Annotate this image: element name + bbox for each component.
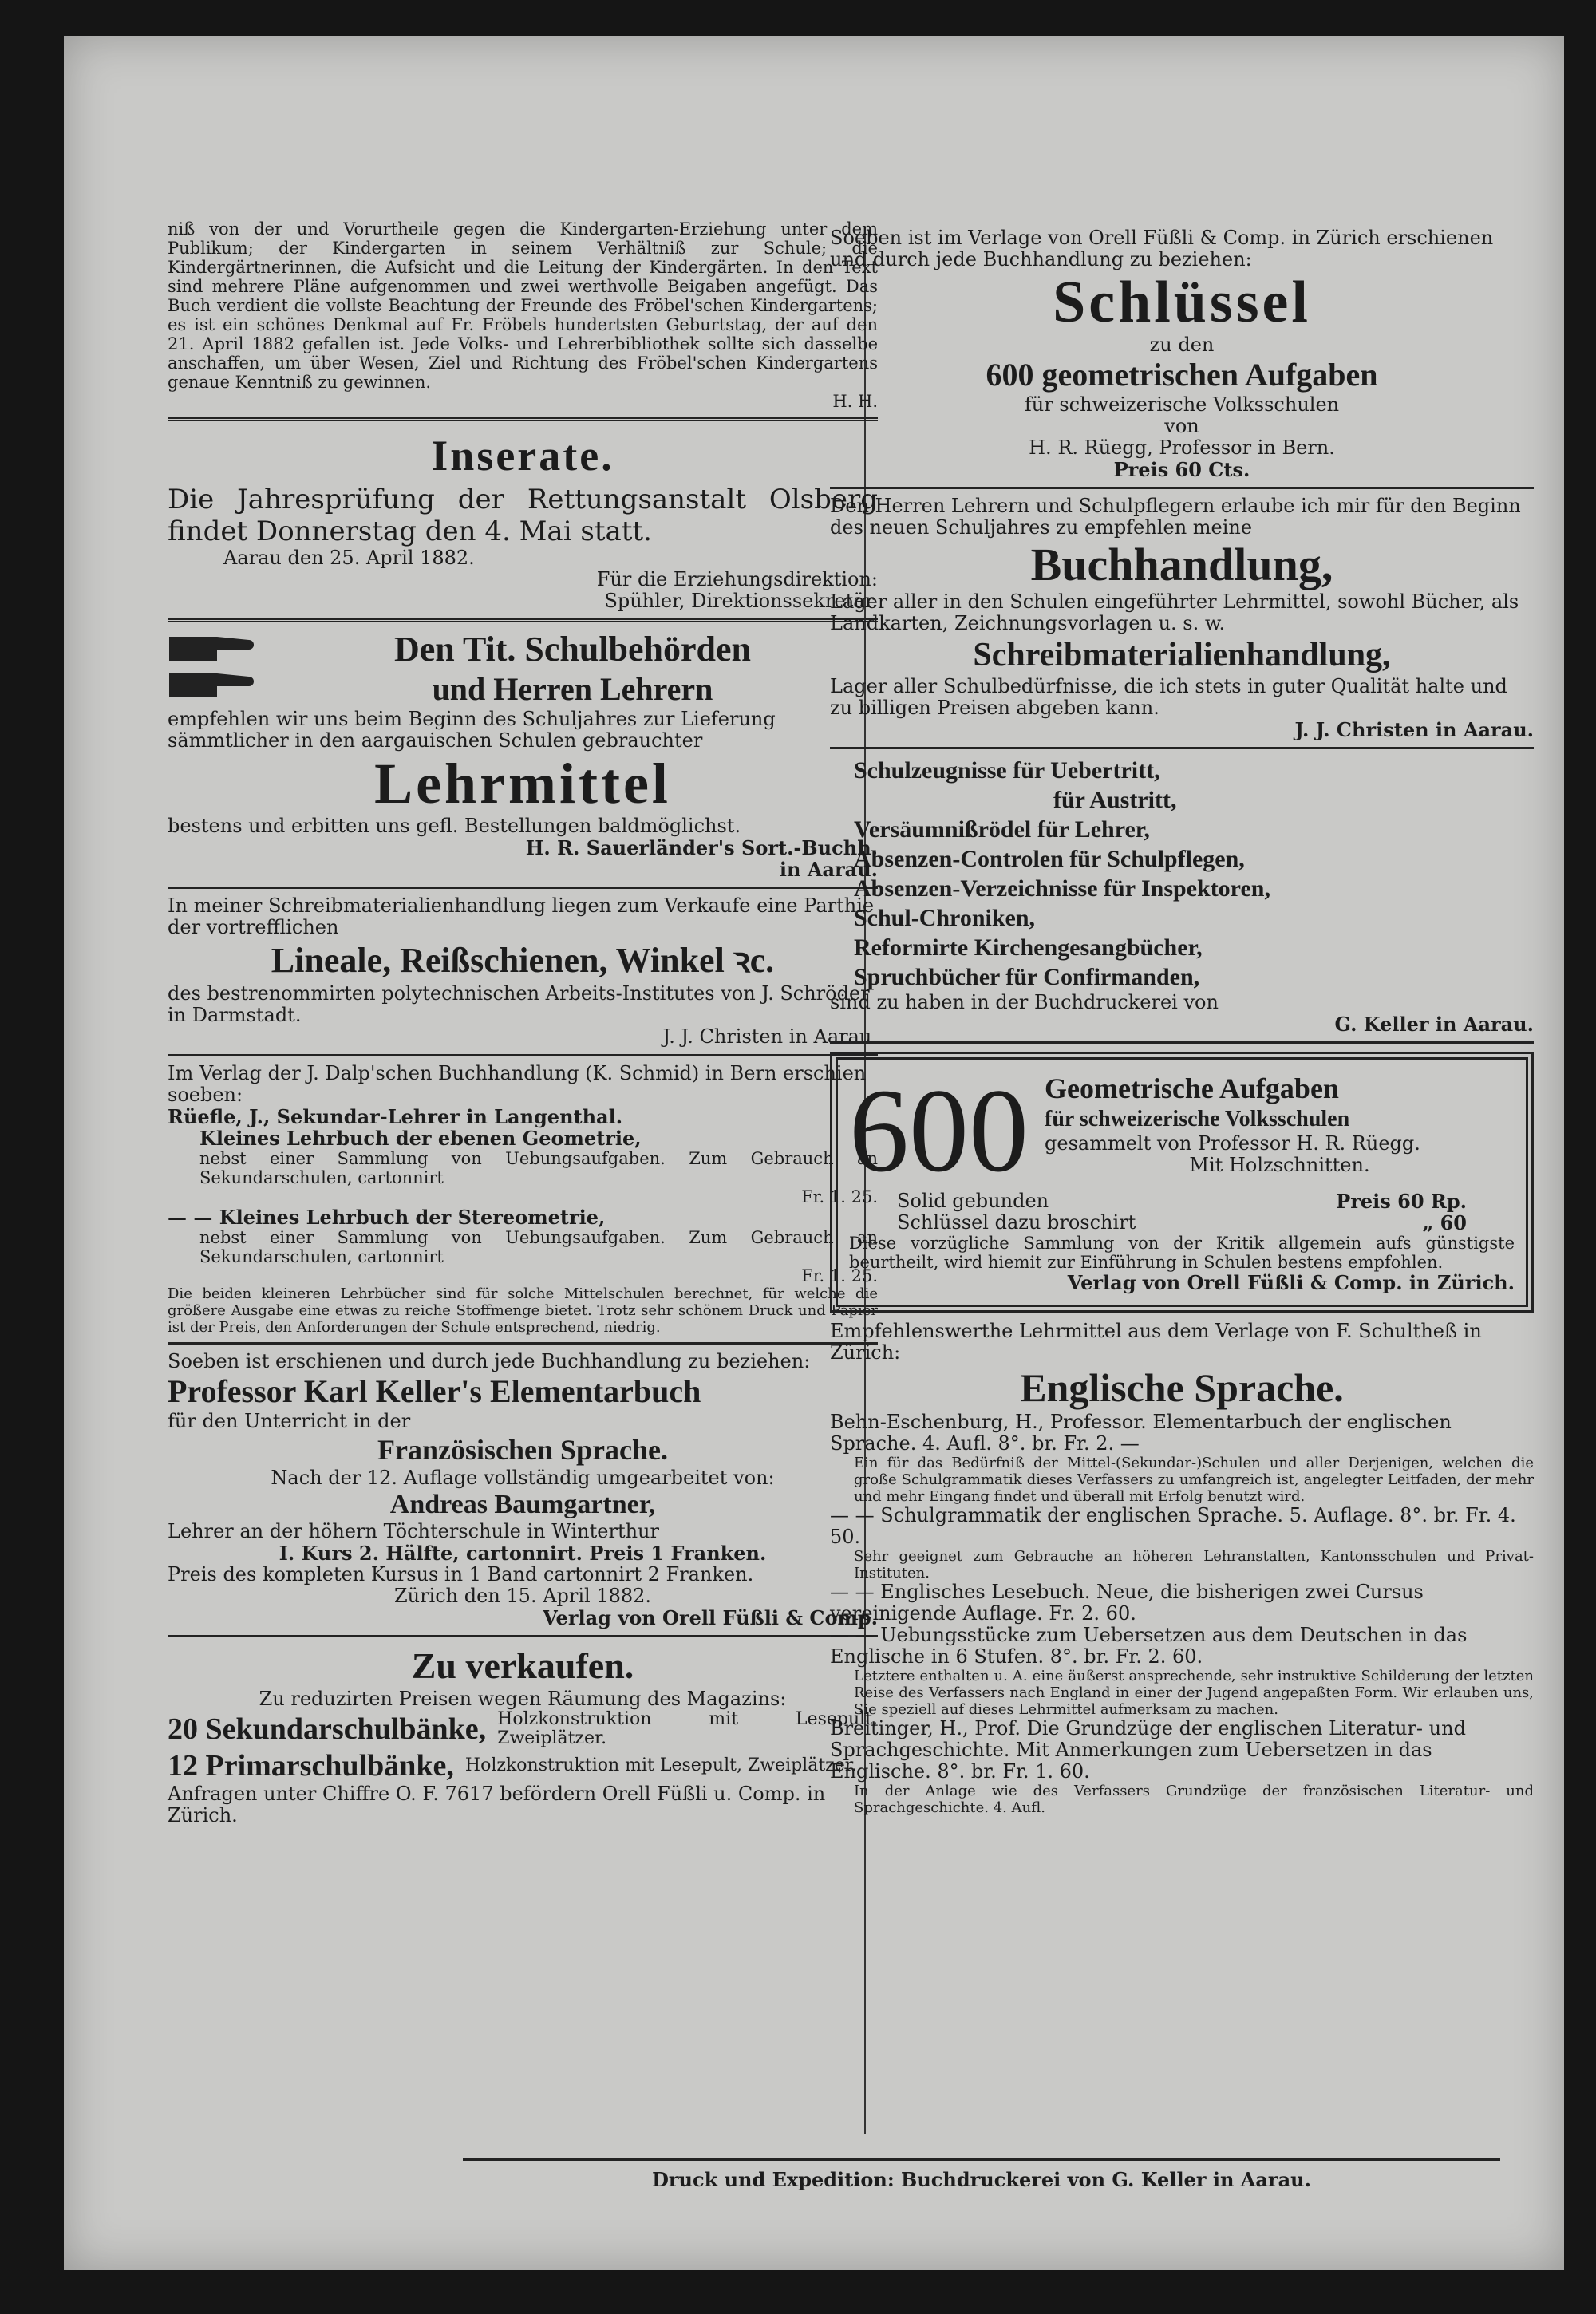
ad-keller-place: Zürich den 15. April 1882.	[393, 1585, 652, 1607]
ad-600-price-2-value: „ 60	[1422, 1211, 1467, 1234]
ad-sauerlaender-heading-2: und Herren Lehrern	[432, 671, 713, 707]
ad-600-sub: für schweizerische Volksschulen	[1045, 1107, 1350, 1131]
ad-schulthess-book-3: — — Englisches Lesebuch. Neue, die bisherigen zwei Cursus vereinigende Auflage. Fr. 2. 60.	[830, 1581, 1424, 1625]
ad-dalp-book-2-price: Fr. 1. 25.	[801, 1266, 878, 1285]
ad-keller-role: Lehrer an der höhern Töchterschule in Winterthur	[168, 1520, 659, 1542]
ad-dalp-book-2-desc: nebst einer Sammlung von Uebungsaufgaben. Zum Gebrauch an Sekundarschulen, cartonnirt	[200, 1228, 878, 1266]
ad-olsberg-for: Für die Erziehungsdirektion:	[596, 568, 878, 590]
ad-schulthess-book-4: — — Uebungsstücke zum Uebersetzen aus dem Deutschen in das Englische in 6 Stufen. 8°. br. Fr. 2. 60.	[830, 1624, 1468, 1668]
intro-signature: H. H.	[832, 392, 878, 411]
ad-verkaufen-line-2	[168, 1748, 878, 1783]
ad-600-box	[830, 1052, 1534, 1313]
ad-schluessel-title: Schlüssel	[1053, 270, 1311, 335]
ad-christen-text-2: des bestrenommirten polytechnischen Arbeits-Institutes von J. Schröder in Darmstadt.	[168, 982, 870, 1026]
ad-christen2-text-2: Lager aller in den Schulen eingeführter Lehrmittel, sowohl Bücher, als Landkarten, Zeichnungsvorlagen u. s. w.	[830, 590, 1519, 634]
ad-schulthess-book-4-note: Letztere enthalten u. A. eine äußerst ansprechende, sehr instruktive Schilderung der letzten Reise des Verfassers nach England in einer der Jugend angepaßten Form. Wir erlauben uns, Sie speziell auf dieses Lehrmittel aufmerksam zu machen.	[854, 1668, 1534, 1718]
ad-schluessel-von: von	[1164, 415, 1199, 437]
ad-600-price-1-value: Preis 60 Rp.	[1336, 1190, 1467, 1213]
list-item: für Austritt,	[1053, 787, 1177, 813]
ad-schluessel-subject: 600 geometrischen Aufgaben	[986, 357, 1378, 393]
ad-olsberg-text: Die Jahresprüfung der Rettungsanstalt Olsberg findet Donnerstag den 4. Mai statt.	[168, 484, 878, 547]
pointing-hand-icon	[168, 629, 263, 665]
ad-sauerlaender-text: empfehlen wir uns beim Beginn des Schuljahres zur Lieferung sämmtlicher in den aargauischen Schulen gebrauchter	[168, 708, 776, 752]
ad-christen-signature: J. J. Christen in Aarau.	[662, 1025, 878, 1048]
ad-christen2-schreibmaterial: Schreibmaterialienhandlung,	[973, 637, 1391, 673]
ad-olsberg-signature: Spühler, Direktionssekretär.	[604, 590, 878, 612]
ad-olsberg-date: Aarau den 25. April 1882.	[223, 547, 475, 569]
ad-christen-lineale: Lineale, Reißschienen, Winkel ꝛc.	[271, 941, 775, 980]
divider	[168, 887, 878, 889]
ad-600-publisher: Verlag von Orell Füßli & Comp. in Zürich.	[1067, 1271, 1515, 1294]
pointing-hand-icon	[168, 665, 263, 702]
divider	[168, 1635, 878, 1637]
ad-schluessel-price: Preis 60 Cts.	[1113, 458, 1250, 481]
list-item: Versäumnißrödel für Lehrer,	[854, 816, 1150, 843]
ad-keller-text: Soeben ist erschienen und durch jede Buchhandlung zu beziehen:	[168, 1350, 811, 1372]
ad-keller-list-signature: G. Keller in Aarau.	[1334, 1013, 1534, 1036]
divider	[168, 417, 878, 421]
ad-schulthess-book-5: Breitinger, H., Prof. Die Grundzüge der englischen Literatur- und Sprachgeschichte. Mit Anmerkungen zum Uebersetzen in das Englische. 8°. br. Fr. 1. 60.	[830, 1717, 1466, 1783]
ad-600-note: Diese vorzügliche Sammlung von der Kritik allgemein aufs günstigste beurtheilt, wird hiemit zur Einführung in Schulen bestens empfohlen.	[849, 1234, 1515, 1272]
ad-dalp-book-1-desc: nebst einer Sammlung von Uebungsaufgaben. Zum Gebrauch an Sekundarschulen, cartonnirt	[200, 1149, 878, 1187]
ad-dalp-author: Rüefle, J., Sekundar-Lehrer in Langenthal.	[168, 1105, 623, 1128]
ad-schulthess-book-5-note: In der Anlage wie des Verfassers Grundzüge der französischen Literatur- und Sprachgeschichte. 4. Aufl.	[854, 1783, 1534, 1816]
list-item: Spruchbücher für Confirmanden,	[854, 964, 1200, 990]
ad-sauerlaender-signature: H. R. Sauerländer's Sort.-Buchh.	[525, 836, 878, 859]
left-column	[168, 219, 878, 1826]
ad-600-price-2-label: Schlüssel dazu broschirt	[897, 1211, 1136, 1234]
ad-600-mit: Mit Holzschnitten.	[1189, 1154, 1370, 1176]
ad-verkaufen-item-1-desc: Holzkonstruktion mit Lesepult, Zweiplätzer.	[497, 1709, 878, 1748]
ad-keller-publisher: Verlag von Orell Füßli & Comp.	[543, 1606, 878, 1629]
ad-sauerlaender-heading-1: Den Tit. Schulbehörden	[393, 630, 752, 669]
ad-christen-text: In meiner Schreibmaterialienhandlung liegen zum Verkaufe eine Parthie der vortrefflichen	[168, 894, 875, 938]
ad-schluessel-sub: für schweizerische Volksschulen	[1024, 393, 1340, 416]
ad-schulthess-heading: Englische Sprache.	[1020, 1365, 1344, 1410]
ad-600-author: gesammelt von Professor H. R. Rüegg.	[1045, 1132, 1420, 1155]
divider	[168, 618, 878, 622]
ad-christen2-signature: J. J. Christen in Aarau.	[1294, 718, 1534, 741]
ad-schluessel-zu: zu den	[1149, 334, 1215, 356]
ad-sauerlaender	[168, 629, 878, 880]
ad-600-number: 600	[849, 1064, 1029, 1197]
footer-imprint: Druck und Expedition: Buchdruckerei von G. Keller in Aarau.	[652, 2168, 1311, 2191]
ad-keller-price-2: Preis des kompleten Kursus in 1 Band cartonnirt 2 Franken.	[168, 1563, 754, 1585]
divider	[168, 1342, 878, 1345]
list-item: Schul-Chroniken,	[854, 905, 1036, 931]
ad-schulthess-book-2-note: Sehr geeignet zum Gebrauche an höheren Lehranstalten, Kantonsschulen und Privat-Instituten.	[854, 1548, 1534, 1581]
ad-keller-edition: Nach der 12. Auflage vollständig umgearbeitet von:	[271, 1467, 775, 1489]
list-item: Schulzeugnisse für Uebertritt,	[854, 757, 1160, 784]
ad-christen2-buchhandlung: Buchhandlung,	[1030, 539, 1333, 590]
ad-keller-language: Französischen Sprache.	[377, 1434, 668, 1466]
ad-schluessel-author: H. R. Rüegg, Professor in Bern.	[1029, 436, 1335, 459]
list-item: Reformirte Kirchengesangbücher,	[854, 934, 1203, 961]
ad-schluessel-text: Soeben ist im Verlage von Orell Füßli & Comp. in Zürich erschienen und durch jede Buchhandlung zu beziehen:	[830, 227, 1494, 270]
ad-dalp-book-1: Kleines Lehrbuch der ebenen Geometrie,	[200, 1127, 642, 1150]
ad-dalp-book-2: — — Kleines Lehrbuch der Stereometrie,	[168, 1206, 606, 1229]
ad-dalp-note: Die beiden kleineren Lehrbücher sind für solche Mittelschulen berechnet, für welche die größere Ausgabe eine etwas zu reiche Stoffmenge bietet. Trotz sehr schönem Druck und Papier ist der Preis, den Anforderungen der Schule entsprechend, niedrig.	[168, 1285, 878, 1336]
ad-sauerlaender-lehrmittel: Lehrmittel	[374, 752, 671, 815]
list-item: Absenzen-Controlen für Schulpflegen,	[854, 846, 1245, 872]
ad-dalp-text: Im Verlag der J. Dalp'schen Buchhandlung (K. Schmid) in Bern erschien soeben:	[168, 1062, 867, 1106]
ad-keller-price: I. Kurs 2. Hälfte, cartonnirt. Preis 1 Franken.	[279, 1542, 767, 1565]
ad-verkaufen-item-2: 12 Primarschulbänke,	[168, 1749, 454, 1783]
divider	[830, 747, 1534, 749]
inserate-heading: Inserate.	[431, 432, 614, 480]
ad-keller-list	[830, 756, 1534, 992]
ad-sauerlaender-text-2: bestens und erbitten uns gefl. Bestellungen baldmöglichst.	[168, 815, 741, 837]
ad-schulthess-book-1: Behn-Eschenburg, H., Professor. Elementarbuch der englischen Sprache. 4. Aufl. 8°. br. Fr. 2. —	[830, 1411, 1452, 1455]
ad-verkaufen-heading: Zu verkaufen.	[411, 1645, 634, 1686]
divider	[168, 1054, 878, 1056]
ad-schulthess-book-2: — — Schulgrammatik der englischen Sprache. 5. Auflage. 8°. br. Fr. 4. 50.	[830, 1504, 1516, 1548]
ad-600-price-row-2	[849, 1212, 1515, 1234]
ad-schulthess-book-1-note: Ein für das Bedürfniß der Mittel-(Sekundar-)Schulen und aller Derjenigen, welchen die große Schulgrammatik dieses Verfassers zu umfangreich ist, angelegter Leitfaden, der mehr und mehr Eingang findet und überall mit Erfolg benutzt wird.	[854, 1455, 1534, 1505]
ad-keller-for: für den Unterricht in der	[168, 1410, 411, 1432]
divider	[830, 487, 1534, 489]
ad-keller-title: Professor Karl Keller's Elementarbuch	[168, 1373, 701, 1409]
ad-verkaufen-item-1: 20 Sekundarschulbänke,	[168, 1712, 487, 1746]
ad-keller-list-text: sind zu haben in der Buchdruckerei von	[830, 991, 1219, 1013]
ad-verkaufen-text: Zu reduzirten Preisen wegen Räumung des Magazins:	[259, 1688, 787, 1710]
ad-christen2-text: Den Herren Lehrern und Schulpflegern erlaube ich mir für den Beginn des neuen Schuljahres zu empfehlen meine	[830, 495, 1521, 539]
ad-christen2-text-3: Lager aller Schulbedürfnisse, die ich stets in guter Qualität halte und zu billigen Preisen abgeben kann.	[830, 675, 1507, 719]
divider	[830, 1041, 1534, 1044]
ad-schulthess-text: Empfehlenswerthe Lehrmittel aus dem Verlage von F. Schultheß in Zürich:	[830, 1320, 1482, 1364]
ad-verkaufen-item-2-desc: Holzkonstruktion mit Lesepult, Zweiplätzer.	[464, 1755, 857, 1775]
ad-600-title: Geometrische Aufgaben	[1045, 1072, 1339, 1104]
newspaper-page	[64, 36, 1564, 2270]
ad-sauerlaender-place: in Aarau.	[779, 858, 878, 881]
ad-verkaufen-line-1	[168, 1710, 878, 1748]
intro-text: niß von der und Vorurtheile gegen die Kindergarten-Erziehung unter dem Publikum; der Kindergarten in seinem Verhältniß zur Schule; die Kindergärtnerinnen, die Aufsicht und die Leitung der Kindergärten. In den Text sind mehrere Pläne aufgenommen und zwei werthvolle Beigaben angefügt. Das Buch verdient die vollste Beachtung der Freunde des Fröbel'schen Kindergartens; es ist ein schönes Denkmal auf Fr. Fröbels hundertsten Geburtstag, der auf den 21. April 1882 gefallen ist. Jede Volks- und Lehrerbibliothek sollte sich dasselbe anschaffen, um über Wesen, Ziel und Richtung des Fröbel'schen Kindergartens genaue Kenntniß zu gewinnen.	[168, 219, 878, 392]
page-footer	[463, 2158, 1500, 2190]
list-item: Absenzen-Verzeichnisse für Inspektoren,	[854, 875, 1270, 902]
ad-600-price-1-label: Solid gebunden	[897, 1190, 1049, 1212]
ad-dalp-book-1-price: Fr. 1. 25.	[801, 1187, 878, 1206]
right-column	[830, 227, 1534, 1816]
ad-keller-editor: Andreas Baumgartner,	[389, 1490, 656, 1519]
ad-verkaufen-contact: Anfragen unter Chiffre O. F. 7617 befördern Orell Füßli u. Comp. in Zürich.	[168, 1783, 826, 1826]
ad-600-price-row-1	[849, 1191, 1515, 1212]
